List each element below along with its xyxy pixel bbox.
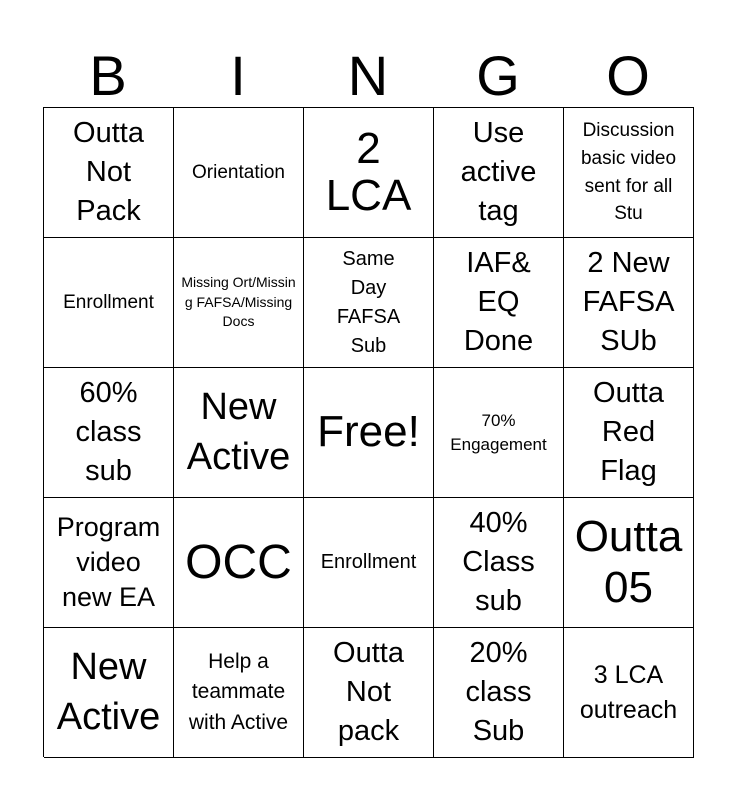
bingo-cell[interactable] (304, 108, 434, 238)
bingo-cell[interactable] (434, 498, 564, 628)
header-letter-o: O (606, 44, 650, 107)
cell-text: Discussion basic video sent for all Stu (580, 120, 677, 225)
bingo-cell[interactable] (44, 108, 174, 238)
bingo-header (43, 46, 693, 106)
cell-text: Help a teammate with Active (188, 649, 289, 734)
bingo-cell[interactable] (174, 368, 304, 498)
cell-text: Free! (317, 407, 420, 457)
cell-text: Outta Not Pack (73, 116, 144, 228)
bingo-cell[interactable] (174, 238, 304, 368)
bingo-cell[interactable] (564, 628, 694, 758)
cell-text: 40% Class sub (462, 506, 535, 618)
cell-text: 60% class sub (75, 376, 142, 488)
bingo-cell[interactable] (434, 238, 564, 368)
cell-text: 20% class Sub (465, 636, 532, 748)
header-letter-g: G (476, 44, 520, 107)
bingo-cell[interactable] (434, 368, 564, 498)
cell-text: New Active (186, 386, 291, 478)
cell-text: Orientation (192, 161, 285, 183)
cell-text: 2 LCA (325, 124, 412, 220)
cell-text: Same Day FAFSA Sub (336, 247, 401, 357)
cell-text: Outta 05 (574, 511, 683, 612)
cell-text: IAF& EQ Done (463, 246, 534, 358)
bingo-cell[interactable] (564, 368, 694, 498)
bingo-cell[interactable] (304, 238, 434, 368)
cell-text: Outta Red Flag (593, 376, 664, 488)
bingo-cell[interactable] (564, 238, 694, 368)
bingo-cell[interactable] (304, 368, 434, 498)
cell-text: Outta Not pack (333, 636, 404, 748)
cell-text: OCC (185, 535, 292, 589)
bingo-cell[interactable] (44, 238, 174, 368)
bingo-cell[interactable] (304, 628, 434, 758)
bingo-cell[interactable] (434, 108, 564, 238)
cell-text: Missing Ort/Missing FAFSA/Missing Docs (181, 274, 296, 330)
bingo-cell[interactable] (434, 628, 564, 758)
bingo-cell[interactable] (174, 628, 304, 758)
bingo-cell[interactable] (304, 498, 434, 628)
cell-text: 2 New FAFSA SUb (582, 246, 675, 358)
cell-text: 3 LCA outreach (579, 660, 678, 724)
cell-text: Enrollment (320, 551, 417, 573)
cell-text: Enrollment (63, 291, 154, 313)
header-letter-n: N (347, 44, 389, 107)
bingo-cell[interactable] (174, 108, 304, 238)
header-letter-i: I (230, 44, 246, 107)
bingo-cell[interactable] (174, 498, 304, 628)
cell-text: New Active (56, 646, 161, 738)
cell-text: 70% Engagement (450, 410, 547, 454)
bingo-cell[interactable] (44, 368, 174, 498)
bingo-cell[interactable] (564, 498, 694, 628)
header-letter-b: B (89, 44, 127, 107)
bingo-cell[interactable] (44, 628, 174, 758)
bingo-cell[interactable] (564, 108, 694, 238)
bingo-cell[interactable] (44, 498, 174, 628)
bingo-board (43, 107, 694, 757)
cell-text: Use active tag (460, 116, 537, 228)
cell-text: Program video new EA (56, 511, 161, 613)
